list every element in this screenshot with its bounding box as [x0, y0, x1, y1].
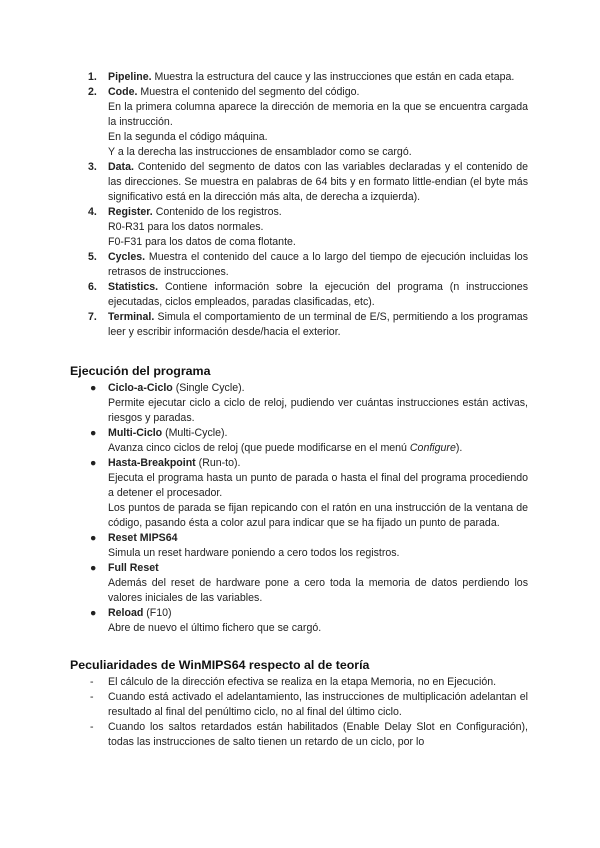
item-title: Data. — [108, 161, 134, 173]
list-item: - El cálculo de la dirección efectiva se realiza en la etapa Memoria, no en Ejecución. — [90, 676, 497, 688]
list-item: 1. Pipeline. Muestra la estructura del cauce y las instrucciones que están en cada etapa. — [88, 71, 515, 83]
peculiarities-list — [88, 675, 528, 750]
list-item: 7. Terminal. Simula el comportamiento de un terminal de E/S, permitiendo a los programas leer y escribir información desde/hacia el exterior. — [88, 311, 528, 338]
item-number: 2. — [88, 86, 97, 98]
item-title: Hasta-Breakpoint — [108, 457, 196, 469]
item-title: Pipeline. — [108, 71, 152, 83]
execution-list — [88, 381, 528, 636]
dash-icon: - — [90, 676, 94, 688]
item-title: Reset MIPS64 — [108, 532, 178, 544]
list-item: 6. Statistics. Contiene información sobre la ejecución del programa (n instrucciones ejecutadas, ciclos empleados, paradas clasificadas, etc). — [88, 281, 528, 308]
section-heading-peculiaridades: Peculiaridades de WinMIPS64 respecto al de teoría — [70, 658, 370, 672]
list-item: ● Ciclo-a-Ciclo (Single Cycle). Permite ejecutar ciclo a ciclo de reloj, pudiendo ver cuántas instrucciones están activas, riesgos y paradas. — [90, 382, 528, 424]
bullet-icon: ● — [90, 562, 97, 574]
bullet-icon: ● — [90, 427, 97, 439]
item-title: Full Reset — [108, 562, 159, 574]
item-title: Cycles. — [108, 251, 146, 263]
list-item: ● Full Reset Además del reset de hardware pone a cero toda la memoria de datos perdiendo los valores iniciales de las variables. — [90, 562, 528, 604]
list-item: - Cuando los saltos retardados están habilitados (Enable Delay Slot en Configuración), todas las instrucciones de salto tienen un retardo de un ciclo, por lo — [90, 721, 528, 748]
bullet-icon: ● — [90, 457, 97, 469]
item-title: Multi-Ciclo — [108, 427, 163, 439]
list-item: 4. Register. Contenido de los registros. R0-R31 para los datos normales. F0-F31 para los datos de coma flotante. — [88, 206, 296, 248]
bullet-icon: ● — [90, 382, 97, 394]
item-number: 3. — [88, 161, 97, 173]
list-item: ● Multi-Ciclo (Multi-Cycle). Avanza cinco ciclos de reloj (que puede modificarse en el menú Configure). — [90, 427, 463, 454]
item-title: Code. — [108, 86, 138, 98]
item-number: 7. — [88, 311, 97, 323]
list-item: ● Hasta-Breakpoint (Run-to). Ejecuta el programa hasta un punto de parada o hasta el final del programa procediendo a detener el procesador. Los puntos de parada se fijan repicando con el ratón en una instrucción de la ventana de código, pasando ésta a color azul para indicar que se ha fijado un punto de parada. — [90, 457, 528, 529]
list-item: ● Reset MIPS64 Simula un reset hardware poniendo a cero todos los registros. — [90, 532, 400, 559]
item-title: Statistics. — [108, 281, 159, 293]
window-list — [88, 70, 528, 340]
item-number: 4. — [88, 206, 97, 218]
list-item: 5. Cycles. Muestra el contenido del cauce a lo largo del tiempo de ejecución incluidas los retrasos de instrucciones. — [88, 251, 528, 278]
item-number: 5. — [88, 251, 97, 263]
bullet-icon: ● — [90, 607, 97, 619]
item-title: Register. — [108, 206, 153, 218]
list-item: 3. Data. Contenido del segmento de datos con las variables declaradas y el contenido de las direcciones. Se muestra en palabras de 64 bits y en formato little-endian (el byte más significativo está en la dirección más alta, de derecha a izquierda). — [88, 161, 528, 203]
item-number: 1. — [88, 71, 97, 83]
dash-icon: - — [90, 721, 94, 733]
dash-icon: - — [90, 691, 94, 703]
list-item: - Cuando está activado el adelantamiento, las instrucciones de multiplicación adelantan el resultado al final del penúltimo ciclo, no al final del último ciclo. — [90, 691, 528, 718]
item-title: Ciclo-a-Ciclo — [108, 382, 173, 394]
item-title: Terminal. — [108, 311, 155, 323]
list-item: 2. Code. Muestra el contenido del segmento del código. En la primera columna aparece la dirección de memoria en la que se encuentra cargada la instrucción. En la segunda el código máquina. Y a la derecha las instrucciones de ensamblador como se cargó. — [88, 86, 528, 158]
item-number: 6. — [88, 281, 97, 293]
section-heading-ejecucion: Ejecución del programa — [70, 364, 211, 378]
item-title: Reload — [108, 607, 144, 619]
list-item: ● Reload (F10) Abre de nuevo el último fichero que se cargó. — [90, 607, 322, 634]
bullet-icon: ● — [90, 532, 97, 544]
